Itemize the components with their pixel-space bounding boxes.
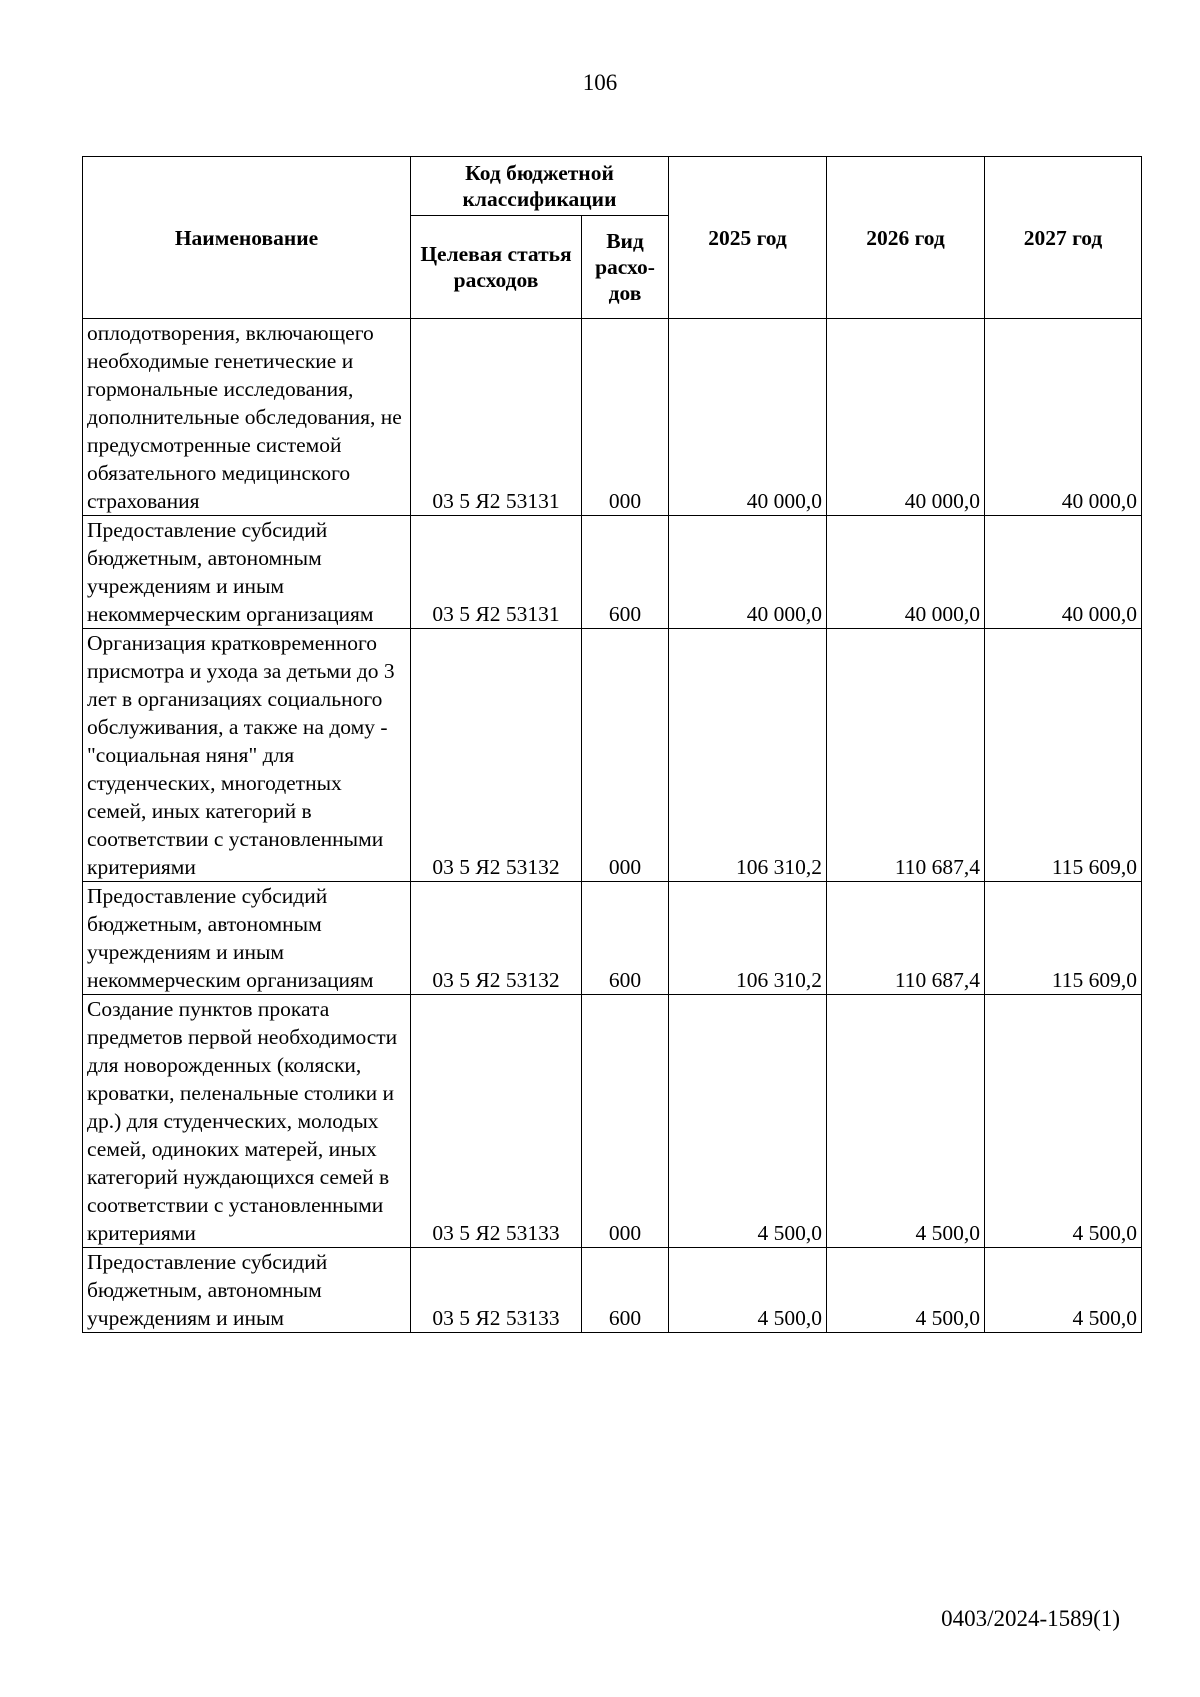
row-value-2026: 4 500,0 (827, 1248, 985, 1333)
row-target-article: 03 5 Я2 53131 (411, 516, 582, 629)
row-target-article: 03 5 Я2 53131 (411, 319, 582, 516)
header-expense-type-line2: расхо- (595, 255, 655, 279)
row-expense-type: 600 (582, 516, 669, 629)
row-value-2025: 4 500,0 (669, 1248, 827, 1333)
table-row (83, 1248, 1142, 1333)
row-value-2026: 110 687,4 (827, 629, 985, 882)
header-code-group: Код бюджетной классификации (411, 157, 669, 216)
header-2026: 2026 год (827, 157, 985, 319)
row-value-2025: 106 310,2 (669, 629, 827, 882)
page-number: 106 (582, 70, 618, 95)
row-expense-type: 000 (582, 995, 669, 1248)
document-number: 0403/2024-1589(1) (941, 1606, 1120, 1631)
row-value-2027: 40 000,0 (985, 516, 1142, 629)
row-name: Предоставление субсидий бюджетным, автономным учреждениям и иным некоммерческим организациям (83, 882, 411, 995)
row-target-article: 03 5 Я2 53132 (411, 882, 582, 995)
table-row (83, 629, 1142, 882)
table-row (83, 995, 1142, 1248)
row-value-2025: 40 000,0 (669, 319, 827, 516)
header-expense-type-line3: дов (608, 281, 642, 305)
row-target-article: 03 5 Я2 53133 (411, 995, 582, 1248)
row-value-2026: 40 000,0 (827, 319, 985, 516)
row-expense-type: 000 (582, 319, 669, 516)
row-expense-type: 600 (582, 1248, 669, 1333)
table-row (83, 882, 1142, 995)
header-2025: 2025 год (669, 157, 827, 319)
row-value-2026: 110 687,4 (827, 882, 985, 995)
header-expense-type (582, 216, 669, 319)
row-value-2027: 115 609,0 (985, 629, 1142, 882)
row-target-article: 03 5 Я2 53133 (411, 1248, 582, 1333)
row-name: Предоставление субсидий бюджетным, автономным учреждениям и иным (83, 1248, 411, 1333)
row-target-article: 03 5 Я2 53132 (411, 629, 582, 882)
header-expense-type-line1: Вид (606, 229, 644, 253)
row-value-2025: 40 000,0 (669, 516, 827, 629)
header-name: Наименование (83, 157, 411, 319)
row-value-2027: 4 500,0 (985, 1248, 1142, 1333)
row-name: Предоставление субсидий бюджетным, автономным учреждениям и иным некоммерческим организациям (83, 516, 411, 629)
header-target-article: Целевая статья расходов (411, 216, 582, 319)
row-value-2027: 115 609,0 (985, 882, 1142, 995)
row-name: оплодотворения, включающего необходимые генетические и гормональные исследования, дополнительные обследования, не предусмотренные системой обязательного медицинского страхования (83, 319, 411, 516)
row-value-2025: 106 310,2 (669, 882, 827, 995)
row-value-2027: 40 000,0 (985, 319, 1142, 516)
table-row (83, 319, 1142, 516)
row-value-2026: 4 500,0 (827, 995, 985, 1248)
row-value-2025: 4 500,0 (669, 995, 827, 1248)
row-value-2027: 4 500,0 (985, 995, 1142, 1248)
row-value-2026: 40 000,0 (827, 516, 985, 629)
row-name: Создание пунктов проката предметов первой необходимости для новорожденных (коляски, кроватки, пеленальные столики и др.) для студенческих, молодых семей, одиноких матерей, иных категорий нуждающихся семей в соответствии с установленными критериями (83, 995, 411, 1248)
row-name: Организация кратковременного присмотра и ухода за детьми до 3 лет в организациях социального обслуживания, а также на дому - "социальная няня" для студенческих, многодетных семей, иных категорий в соответствии с установленными критериями (83, 629, 411, 882)
table-row (83, 516, 1142, 629)
budget-table (82, 156, 1142, 1333)
row-expense-type: 000 (582, 629, 669, 882)
row-expense-type: 600 (582, 882, 669, 995)
header-2027: 2027 год (985, 157, 1142, 319)
